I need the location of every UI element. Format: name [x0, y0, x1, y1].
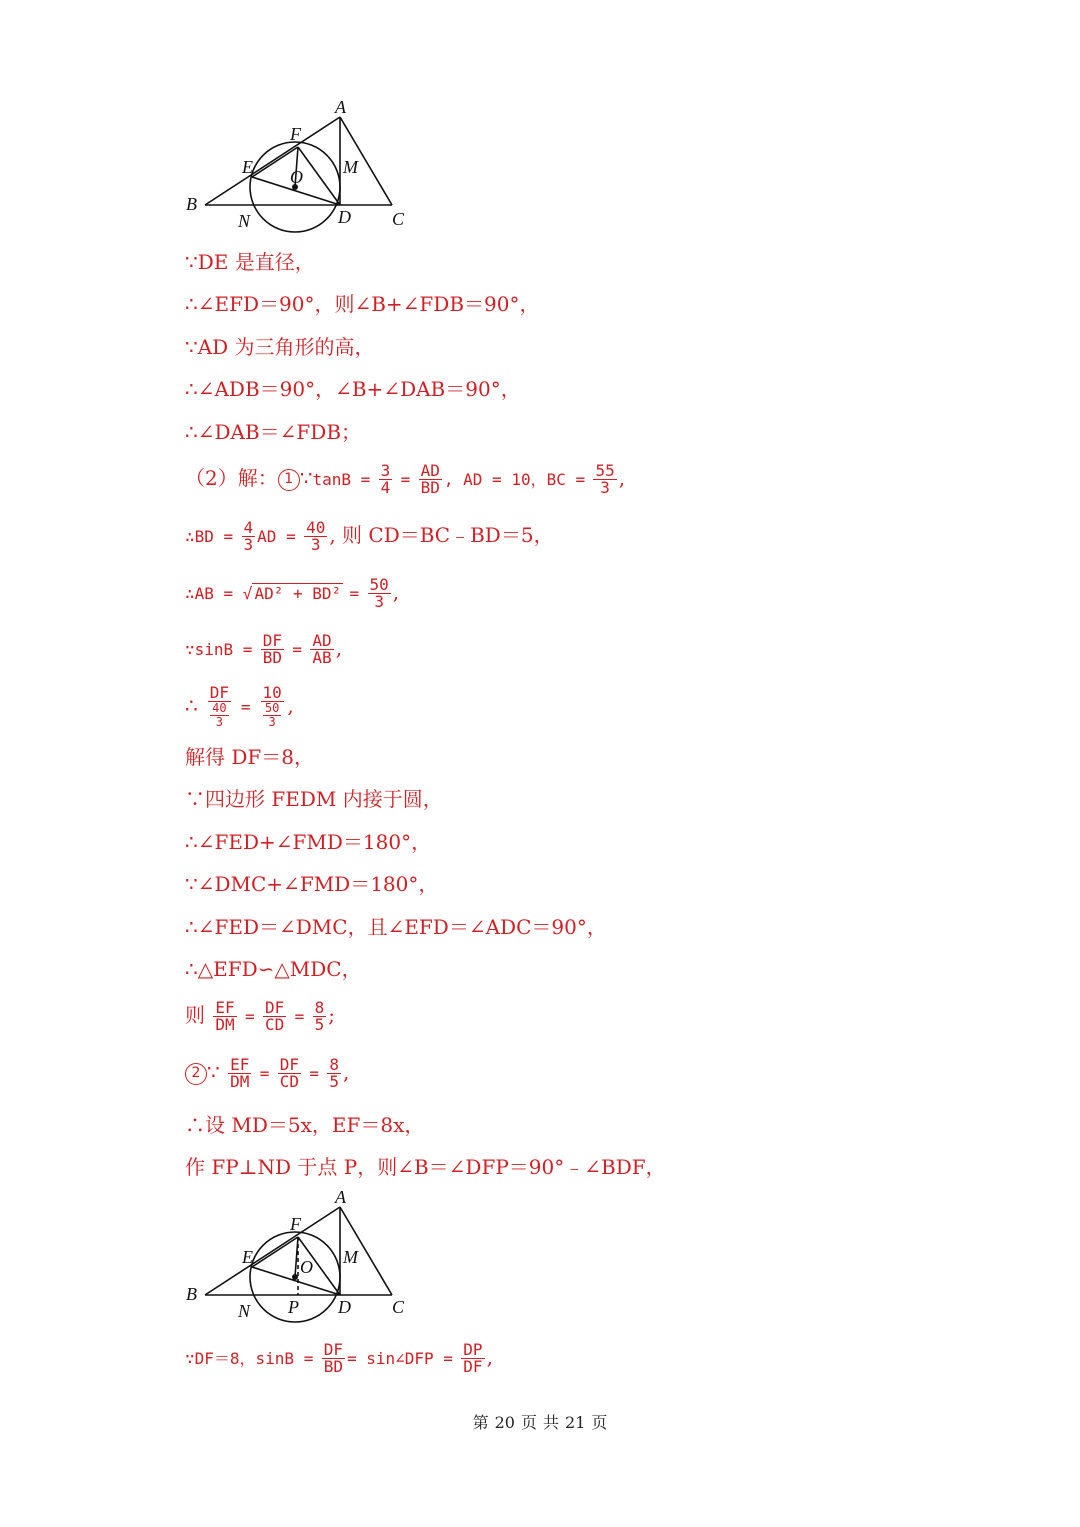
denominator: DM — [230, 1072, 250, 1091]
circled-number-1: 1 — [278, 469, 300, 491]
solution-line-13: ∴∠FED+∠FMD＝180°， — [185, 830, 432, 854]
denominator: 3 — [243, 535, 254, 554]
because-symbol: ∵ — [207, 1060, 220, 1084]
denominator: CD — [279, 1072, 299, 1091]
label-A: A — [335, 1187, 346, 1207]
denominator: 5 — [314, 1015, 325, 1034]
numerator: DF — [209, 683, 229, 702]
solution-line-16: ∴△EFD∽△MDC， — [185, 957, 362, 981]
equals: = — [244, 1007, 255, 1026]
label-A: A — [335, 97, 346, 117]
denominator: BD — [323, 1357, 343, 1376]
triangle-circle-diagram-with-p — [180, 1185, 420, 1325]
fraction — [242, 520, 256, 553]
equals: = — [259, 1064, 270, 1083]
numerator: 10 — [262, 683, 282, 702]
solution-line-8 — [185, 577, 399, 610]
fraction — [213, 1000, 236, 1033]
inner-fraction — [210, 702, 228, 729]
solution-line-2: ∴∠EFD＝90°，则∠B+∠FDB＝90°， — [185, 292, 540, 316]
solution-line-5: ∴∠DAB＝∠FDB； — [185, 420, 362, 444]
equals: = — [292, 640, 303, 659]
geometry-figure-1 — [180, 95, 420, 235]
denominator — [206, 702, 232, 729]
inner-fraction — [263, 702, 281, 729]
solution-line-15: ∴∠FED＝∠DMC，且∠EFD＝∠ADC＝90°， — [185, 915, 607, 939]
label-O: O — [290, 167, 303, 187]
numerator: 40 — [212, 701, 227, 715]
footer-gong: 共 — [543, 1413, 560, 1432]
expression-text: ∵sinB = — [185, 640, 253, 659]
label-B: B — [186, 194, 197, 214]
numerator: 50 — [264, 701, 280, 715]
footer-ye: 页 — [520, 1413, 537, 1432]
numerator: 55 — [595, 461, 615, 480]
label-B: B — [186, 1284, 197, 1304]
numerator: DF — [264, 998, 285, 1017]
label-E: E — [242, 157, 253, 177]
punctuation: ; — [328, 1003, 335, 1027]
solution-line-17 — [185, 1000, 335, 1033]
solution-line-20: 作 FP⊥ND 于点 P，则∠B＝∠DFP＝90°﹣∠BDF， — [185, 1155, 666, 1179]
punctuation: , — [618, 466, 626, 490]
label-N: N — [238, 1301, 251, 1321]
fraction — [310, 633, 333, 666]
denominator: 3 — [215, 715, 223, 729]
geometry-figure-2 — [180, 1185, 420, 1325]
equals: = — [349, 584, 360, 603]
punctuation: , — [335, 636, 343, 660]
numerator: 4 — [243, 518, 254, 537]
expression-text: ∵DF＝8，sinB = — [185, 1349, 314, 1368]
numerator: DF — [279, 1055, 299, 1074]
numerator: AD — [312, 631, 332, 650]
denominator: 3 — [600, 478, 610, 497]
denominator: 4 — [380, 478, 391, 497]
total-pages: 21 — [565, 1413, 586, 1432]
label-E: E — [242, 1247, 253, 1267]
expression-text: ∴AB = √ — [185, 584, 253, 603]
solution-line-12: ∵四边形 FEDM 内接于圆， — [185, 787, 443, 811]
tan-expression: tanB = — [312, 470, 371, 489]
page-footer — [0, 1410, 1080, 1433]
label-C: C — [392, 209, 405, 229]
solution-line-3: ∵AD 为三角形的高， — [185, 335, 375, 359]
because-symbol: ∵ — [299, 466, 313, 490]
expression-text: AD = — [257, 527, 296, 546]
numerator: 50 — [369, 575, 389, 594]
solution-line-6 — [185, 463, 625, 496]
solution-line-1: ∵DE 是直径， — [185, 250, 315, 274]
punctuation: , — [392, 580, 400, 604]
numerator: EF — [230, 1055, 250, 1074]
circled-number-2: 2 — [185, 1063, 207, 1085]
numerator: 8 — [329, 1055, 339, 1074]
numerator: 8 — [314, 998, 325, 1017]
equals: = — [294, 1007, 305, 1026]
numerator: DF — [262, 631, 283, 650]
page-number: 20 — [494, 1413, 515, 1432]
triangle-circle-diagram — [180, 95, 420, 235]
denominator: 3 — [374, 592, 384, 611]
solution-line-4: ∴∠ADB＝90°，∠B+∠DAB＝90°， — [185, 377, 521, 401]
denominator: BD — [262, 648, 283, 667]
label-O: O — [300, 1257, 313, 1277]
equals: = — [309, 1064, 319, 1083]
footer-ye: 页 — [591, 1413, 608, 1432]
expression-text: 则 — [185, 1003, 205, 1027]
solution-line-14: ∵∠DMC+∠FMD＝180°， — [185, 872, 439, 896]
fraction — [593, 463, 616, 496]
solution-line-21 — [185, 1342, 493, 1375]
numerator: DF — [323, 1340, 343, 1359]
solution-line-11: 解得 DF＝8， — [185, 745, 314, 769]
numerator: EF — [215, 998, 235, 1017]
label-M: M — [343, 1247, 358, 1267]
label-F: F — [290, 124, 301, 144]
part-label: （2）解： — [185, 466, 278, 490]
label-P: P — [288, 1297, 299, 1317]
fraction — [368, 577, 391, 610]
numerator: 3 — [380, 461, 391, 480]
denominator: DM — [215, 1015, 235, 1034]
numerator: AD — [420, 461, 440, 480]
punctuation: , — [486, 1345, 493, 1369]
punctuation: , — [342, 1060, 350, 1084]
solution-line-18 — [185, 1057, 349, 1090]
numerator: DP — [463, 1340, 483, 1359]
fraction — [304, 520, 327, 553]
fraction — [327, 1057, 341, 1090]
denominator: 3 — [310, 535, 321, 554]
fraction — [228, 1057, 251, 1090]
label-D: D — [338, 1297, 351, 1317]
fraction — [379, 463, 393, 496]
fraction — [278, 1057, 301, 1090]
denominator: 3 — [268, 715, 276, 729]
compound-fraction — [206, 685, 232, 729]
label-C: C — [392, 1297, 405, 1317]
expression-text: , AD = 10，BC = — [443, 470, 586, 489]
fraction — [461, 1342, 484, 1375]
numerator: 40 — [306, 518, 326, 537]
solution-line-7 — [185, 520, 554, 553]
label-N: N — [238, 211, 251, 231]
compound-fraction — [259, 685, 285, 729]
solution-line-10 — [185, 685, 294, 729]
denominator: BD — [420, 478, 440, 497]
label-M: M — [343, 157, 358, 177]
denominator: DF — [463, 1357, 483, 1376]
denominator: AB — [312, 648, 332, 667]
equals: = — [240, 697, 251, 717]
therefore-symbol: ∴ — [185, 693, 198, 718]
label-F: F — [290, 1214, 301, 1234]
denominator: CD — [264, 1015, 285, 1034]
label-D: D — [338, 207, 351, 227]
expression-text: , 则 CD＝BC﹣BD＝5， — [329, 523, 554, 547]
fraction — [322, 1342, 345, 1375]
fraction — [261, 633, 284, 666]
fraction — [419, 463, 442, 496]
expression-text: ∴BD = — [185, 527, 234, 546]
denominator: 5 — [329, 1072, 339, 1091]
expression-text: = sin∠DFP = — [346, 1349, 453, 1368]
denominator — [259, 702, 285, 729]
fraction — [263, 1000, 286, 1033]
equals: = — [400, 470, 411, 489]
solution-line-19: ∴设 MD＝5x，EF＝8x， — [185, 1113, 425, 1137]
fraction — [313, 1000, 327, 1033]
sqrt-radicand: AD² + BD² — [254, 584, 342, 603]
footer-di: 第 — [472, 1413, 489, 1432]
punctuation: , — [287, 693, 294, 718]
solution-line-9 — [185, 633, 342, 666]
